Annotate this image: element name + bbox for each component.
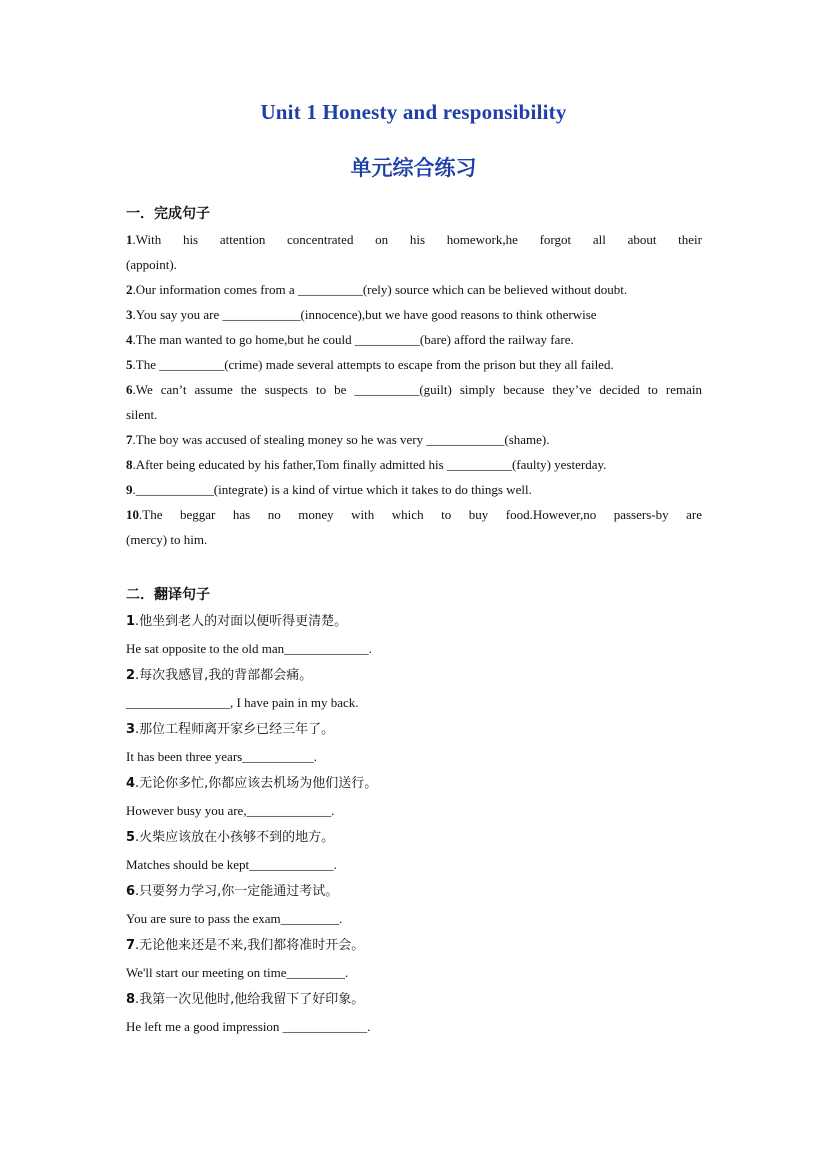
question-number: 6: [126, 382, 133, 397]
english-answer-line: ________________, I have pain in my back.: [126, 695, 359, 710]
english-answer-line: We'll start our meeting on time_________.: [126, 965, 349, 980]
question-text: .After being educated by his father,Tom finally admitted his __________(faulty) yesterday.: [132, 457, 607, 472]
question-text: (mercy) to him.: [126, 532, 208, 547]
chinese-sentence: .那位工程师离开家乡已经三年了。: [135, 722, 335, 737]
question-item: [126, 277, 702, 302]
english-answer-line: Matches should be kept_____________.: [126, 857, 337, 872]
question-number: 8: [126, 992, 136, 1007]
question-number: 4: [126, 776, 136, 791]
question-text: .We can’t assume the suspects to be __________(guilt) simply because they’ve decided to remain: [132, 382, 702, 397]
page-subtitle: 单元综合练习: [350, 156, 477, 180]
question-number: 3: [126, 307, 133, 322]
question-text: .The man wanted to go home,but he could __________(bare) afford the railway fare.: [132, 332, 574, 347]
english-answer-line: He sat opposite to the old man_____________.: [126, 641, 372, 656]
question-text: .The boy was accused of stealing money so he was very ____________(shame).: [132, 432, 550, 447]
question-text: .You say you are ____________(innocence),but we have good reasons to think otherwise: [132, 307, 597, 322]
question-number: 2: [126, 282, 133, 297]
question-number: 3: [126, 722, 136, 737]
question-number: 5: [126, 830, 136, 845]
translation-item: [126, 770, 702, 824]
question-number: 5: [126, 357, 133, 372]
page-title: Unit 1 Honesty and responsibility: [260, 100, 567, 124]
question-number: 9: [126, 482, 133, 497]
translation-item: [126, 608, 702, 662]
question-text: .The beggar has no money with which to buy food.However,no passers-by are: [139, 507, 702, 522]
question-number: 7: [126, 938, 136, 953]
translation-item: [126, 932, 702, 986]
translation-item: [126, 716, 702, 770]
question-number: 4: [126, 332, 133, 347]
question-number: 6: [126, 884, 136, 899]
question-text: .____________(integrate) is a kind of virtue which it takes to do things well.: [132, 482, 532, 497]
chinese-sentence: .火柴应该放在小孩够不到的地方。: [135, 830, 335, 845]
chinese-sentence: .无论他来还是不来,我们都将准时开会。: [135, 938, 365, 953]
question-item: [126, 327, 702, 352]
english-answer-line: It has been three years___________.: [126, 749, 317, 764]
question-text: .With his attention concentrated on his homework,he forgot all about their: [132, 232, 702, 247]
question-text: (appoint).: [126, 257, 177, 272]
english-answer-line: You are sure to pass the exam_________.: [126, 911, 343, 926]
chinese-sentence: .每次我感冒,我的背部都会痛。: [135, 668, 313, 683]
section-translate-sentences: [126, 582, 702, 1040]
chinese-sentence: .他坐到老人的对面以便听得更清楚。: [135, 614, 348, 629]
question-item: [126, 427, 702, 452]
question-number: 8: [126, 457, 133, 472]
question-item: [126, 377, 702, 427]
chinese-sentence: .只要努力学习,你一定能通过考试。: [135, 884, 339, 899]
question-text: .Our information comes from a __________(rely) source which can be believed without doubt.: [132, 282, 628, 297]
question-number: 2: [126, 668, 136, 683]
chinese-sentence: .我第一次见他时,他给我留下了好印象。: [135, 992, 365, 1007]
chinese-sentence: .无论你多忙,你都应该去机场为他们送行。: [135, 776, 378, 791]
question-number: 1: [126, 614, 136, 629]
english-answer-line: He left me a good impression _____________.: [126, 1019, 371, 1034]
section-complete-sentences: [126, 201, 702, 552]
translation-item: [126, 824, 702, 878]
question-item: [126, 302, 702, 327]
question-item: [126, 502, 702, 552]
question-number: 7: [126, 432, 133, 447]
section-heading: 二．翻译句子: [126, 587, 210, 603]
question-text: .The __________(crime) made several attempts to escape from the prison but they all failed.: [132, 357, 614, 372]
question-text: silent.: [126, 407, 158, 422]
question-item: [126, 352, 702, 377]
question-item: [126, 452, 702, 477]
question-item: [126, 477, 702, 502]
translation-item: [126, 662, 702, 716]
translation-item: [126, 986, 702, 1040]
question-number: 10: [126, 507, 139, 522]
section-heading: 一．完成句子: [126, 206, 210, 222]
translation-item: [126, 878, 702, 932]
question-item: [126, 227, 702, 277]
question-number: 1: [126, 232, 133, 247]
english-answer-line: However busy you are,_____________.: [126, 803, 335, 818]
